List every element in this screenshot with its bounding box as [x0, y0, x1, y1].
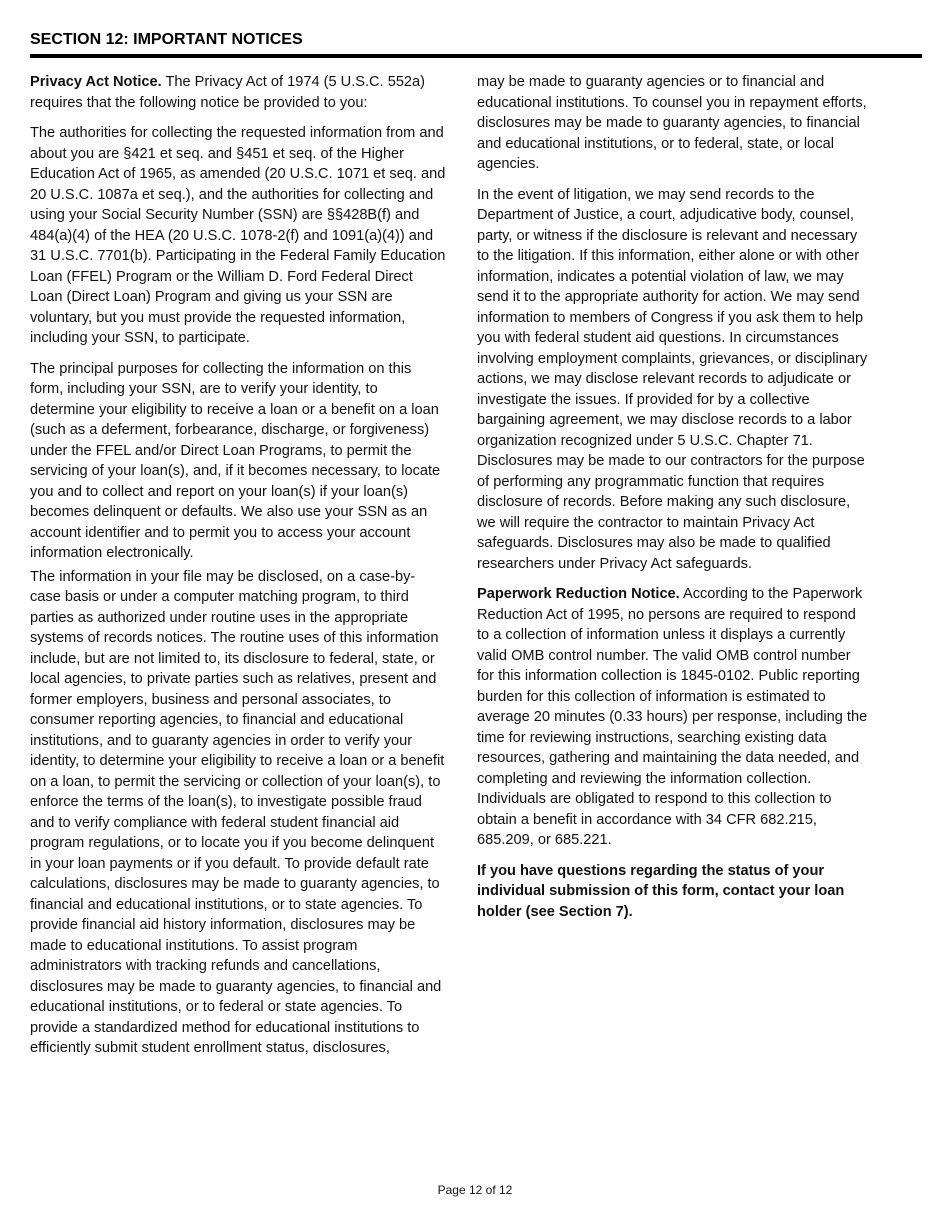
disclosure-continued-paragraph: may be made to guaranty agencies or to financial and educational institutions. To counsel you in repayment efforts, disclosures may be made to guaranty agencies, to financial and educational institutions, or to federal, state, or local agencies.	[477, 74, 867, 172]
privacy-act-intro-text: The Privacy Act of 1974 (5 U.S.C. 552a) requires that the following notice be provided to you:	[30, 74, 426, 111]
right-column	[477, 72, 869, 932]
section-title: SECTION 12: IMPORTANT NOTICES	[30, 31, 303, 48]
questions-contact-paragraph: If you have questions regarding the status of your individual submission of this form, contact your loan holder (see Section 7).	[477, 862, 845, 920]
privacy-act-intro	[30, 72, 446, 113]
privacy-act-heading: Privacy Act Notice.	[30, 74, 162, 90]
purposes-paragraph: The principal purposes for collecting the information on this form, including your SSN, are to verify your identity, to determine your eligibility to receive a loan or a benefit on a loan (such as a deferment, forbearance, discharge, or forgiveness) under the FFEL and/or Direct Loan Programs, to permit the servicing of your loan(s), and, if it becomes necessary, to locate you and to collect and report on your loan(s) if your loan(s) becomes delinquent or defaults. We also use your SSN as an account identifier and to permit you to access your account information electronically.	[30, 360, 441, 561]
section-header	[30, 30, 922, 58]
paperwork-reduction-paragraph	[477, 584, 869, 851]
paperwork-reduction-heading: Paperwork Reduction Notice.	[477, 586, 680, 602]
authorities-paragraph: The authorities for collecting the requested information from and about you are §421 et seq. and §451 et seq. of the Higher Education Act of 1965, as amended (20 U.S.C. 1071 et seq. and 20 U.S.C. 1087a et seq.), and the authorities for collecting and using your Social Security Number (SSN) are §§428B(f) and 484(a)(4) of the HEA (20 U.S.C. 1078-2(f) and 1091(a)(4)) and 31 U.S.C. 7701(b). Participating in the Federal Family Education Loan (FFEL) Program or the William D. Ford Federal Direct Loan (Direct Loan) Program and giving us your SSN are voluntary, but you must provide the requested information, including your SSN, to participate.	[30, 125, 446, 346]
paperwork-reduction-text: According to the Paperwork Reduction Act of 1995, no persons are required to respond to a collection of information unless it displays a currently valid OMB control number. The valid OMB control number for this information collection is 1845-0102. Public reporting burden for this collection of information is estimated to average 20 minutes (0.33 hours) per response, including the time for reviewing instructions, searching existing data resources, gathering and maintaining the data needed, and completing and reviewing the information collection. Individuals are obligated to respond to this collection to obtain a benefit in accordance with 34 CFR 682.215, 685.209, or 685.221.	[477, 586, 868, 848]
disclosure-paragraph: The information in your file may be disclosed, on a case-by-case basis or under a computer matching program, to third parties as authorized under routine uses in the appropriate systems of records notices. The routine uses of this information include, but are not limited to, its disclosure to federal, state, or local agencies, to private parties such as relatives, present and former employers, business and personal associates, to consumer reporting agencies, to financial and educational institutions, and to guaranty agencies in order to verify your identity, to determine your eligibility to receive a loan or a benefit on a loan, to permit the servicing or collection of your loan(s), to enforce the terms of the loan(s), to investigate possible fraud and to verify compliance with federal student financial aid program regulations, or to locate you if you become delinquent in your loan payments or if you default. To provide default rate calculations, disclosures may be made to guaranty agencies, to financial and educational institutions, or to state agencies. To provide financial aid history information, disclosures may be made to educational institutions. To assist program administrators with tracking refunds and cancellations, disclosures may be made to guaranty agencies, to financial and educational institutions, or to federal or state agencies. To provide a standardized method for educational institutions to efficiently submit student enrollment status, disclosures,	[30, 568, 445, 1056]
left-column	[30, 72, 446, 1069]
litigation-paragraph: In the event of litigation, we may send records to the Department of Justice, a court, adjudicative body, counsel, party, or witness if the disclosure is relevant and necessary to the litigation. If this information, either alone or with other information, indicates a potential violation of law, we may send it to the appropriate authority for action. We may send information to members of Congress if you ask them to help you with federal student aid questions. In circumstances involving employment complaints, grievances, or disciplinary actions, we may disclose relevant records to adjudicate or investigate the issues. If provided for by a collective bargaining agreement, we may disclose records to a labor organization recognized under 5 U.S.C. Chapter 71. Disclosures may be made to our contractors for the purpose of performing any programmatic function that requires disclosure of records. Before making any such disclosure, we will require the contractor to maintain Privacy Act safeguards. Disclosures may also be made to qualified researchers under Privacy Act safeguards.	[477, 186, 868, 572]
page-footer: Page 12 of 12	[437, 1183, 513, 1197]
